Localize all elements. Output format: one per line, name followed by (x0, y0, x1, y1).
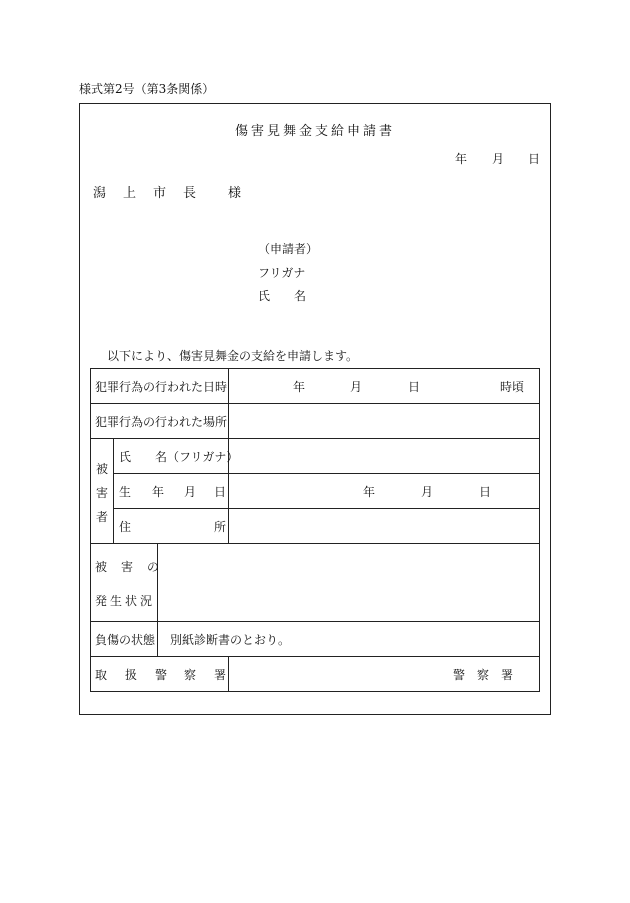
victim-birth-month-label: 月 (421, 485, 434, 499)
crime-datetime-label: 犯罪行為の行われた日時 (95, 380, 228, 394)
crime-date-year-label: 年 (293, 380, 306, 394)
victim-label-char: 被 (96, 462, 109, 476)
addressee: 潟 上 市 長 様 (93, 186, 244, 201)
document-title: 傷害見舞金支給申請書 (234, 124, 395, 139)
date-month-label: 月 (492, 152, 505, 166)
crime-time-label: 時頃 (500, 380, 525, 394)
victim-birth-char: 年 (152, 485, 165, 499)
intro-text: 以下により、傷害見舞金の支給を申請します。 (107, 349, 359, 363)
form-number: 様式第2号（第3条関係） (79, 82, 215, 96)
applicant-furigana-label: フリガナ (258, 266, 306, 280)
victim-label-char: 者 (96, 510, 109, 524)
date-day-label: 日 (528, 152, 541, 166)
victim-name-label: 氏 名（フリガナ） (119, 450, 239, 464)
crime-date-month-label: 月 (350, 380, 363, 394)
injury-label: 負傷の状態 (95, 633, 156, 647)
victim-label-char: 害 (96, 486, 109, 500)
applicant-heading: （申請者） (258, 242, 319, 256)
police-station-suffix: 警 察 署 (453, 668, 514, 682)
police-label-char: 察 (184, 668, 197, 682)
police-label-char: 取 (95, 668, 108, 682)
victim-address-char: 所 (214, 520, 227, 534)
police-label-char: 扱 (125, 668, 138, 682)
crime-date-day-label: 日 (408, 380, 421, 394)
victim-birth-char: 月 (184, 485, 197, 499)
damage-label-line1: 被 害 の (95, 560, 161, 574)
damage-label-line2: 発生状況 (95, 594, 156, 608)
applicant-name-label: 氏 名 (258, 289, 307, 303)
victim-birth-day-label: 日 (479, 485, 492, 499)
crime-place-label: 犯罪行為の行われた場所 (95, 415, 228, 429)
victim-birth-char: 日 (214, 485, 227, 499)
victim-birth-year-label: 年 (363, 485, 376, 499)
victim-birth-char: 生 (119, 485, 132, 499)
date-year-label: 年 (455, 152, 468, 166)
injury-value: 別紙診断書のとおり。 (170, 633, 291, 647)
police-label-char: 署 (214, 668, 227, 682)
victim-address-char: 住 (119, 520, 132, 534)
police-label-char: 警 (155, 668, 168, 682)
